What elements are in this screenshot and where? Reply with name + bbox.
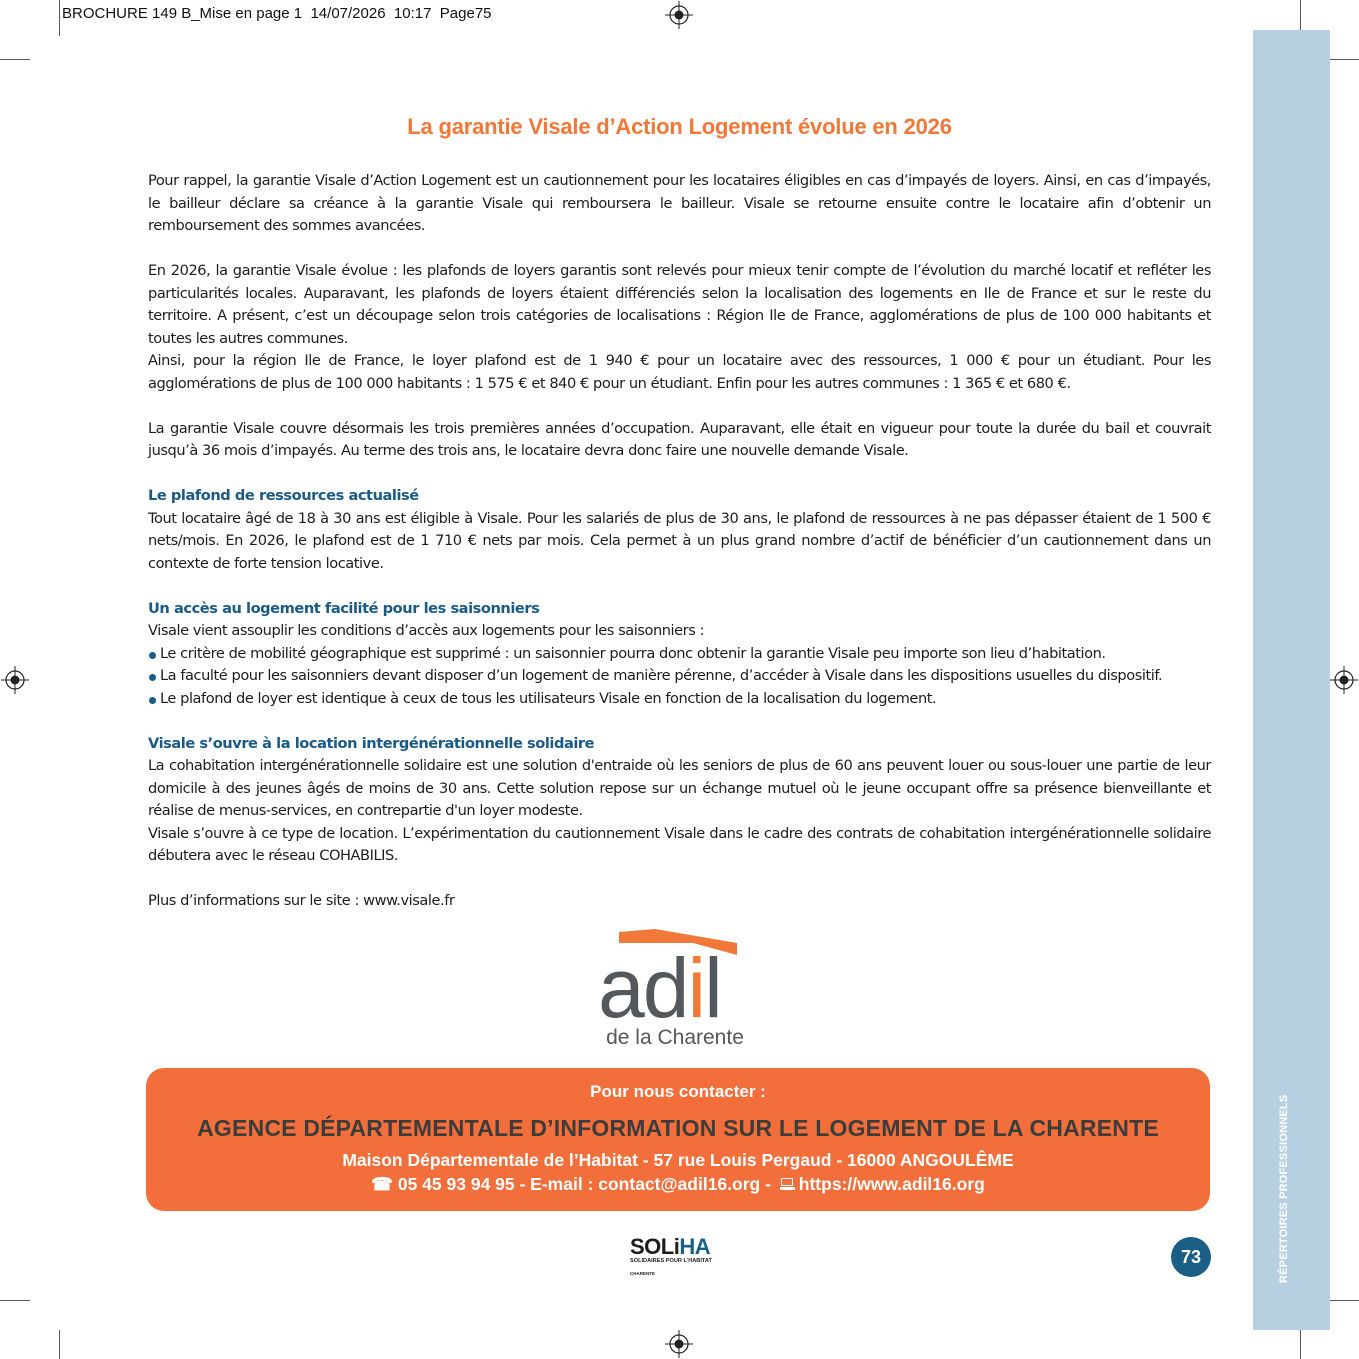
logo-word-i: i (687, 941, 705, 1035)
contact-box (146, 1068, 1210, 1211)
print-slug: BROCHURE 149 B_Mise en page 1 (62, 5, 303, 22)
paragraph-2026-changes: En 2026, la garantie Visale évolue : les plafonds de loyers garantis sont relevés pour mieux tenir compte de l’évolution du marché locatif et refléter les particularités locales. Auparavant, les plafonds de loyers étaient différenciés selon la localisation des logements en Ile de France et sur le reste du territoire. A présent, c’est un découpage selon trois catégories de localisations : Région Ile de France, agglomérations de plus de 100 000 habitants et toutes les autres communes. (148, 262, 1211, 347)
more-info-line: Plus d’informations sur le site : www.visale.fr (148, 892, 455, 909)
crop-mark-bottom-right-h (1330, 1300, 1359, 1301)
print-date: 14/07/2026 (310, 5, 386, 22)
print-slug-line (62, 5, 492, 22)
soliha-logo (628, 1232, 738, 1280)
crop-mark-top-right-h (1330, 59, 1359, 60)
soliha-tagline: SOLIDAIRES POUR L'HABITAT (630, 1258, 712, 1264)
logo-subtitle: de la Charente (606, 1026, 744, 1049)
page-number-badge: 73 (1171, 1237, 1211, 1277)
logo-word-ad: ad (598, 941, 688, 1035)
paragraph-rent-ceilings: Ainsi, pour la région Ile de France, le loyer plafond est de 1 940 € pour un locataire avec des ressources, 1 000 € pour un étudiant. Pour les agglomérations de plus de 100 000 habitants : 1 575 € et 840 € pour un étudiant. Enfin pour les autres communes : 1 365 € et 680 €. (148, 352, 1211, 392)
contact-address: Maison Départementale de l’Habitat - 57 rue Louis Pergaud - 16000 ANGOULÊME (342, 1150, 1014, 1170)
paragraph-intergenerational-2: Visale s’ouvre à ce type de location. L’expérimentation du cautionnement Visale dans le cadre des contrats de cohabitation intergénérationnelle solidaire débutera avec le réseau COHABILIS. (148, 824, 1211, 864)
crop-mark-bottom-right-v (1300, 1330, 1301, 1359)
logo-word (598, 941, 721, 1035)
crop-mark-top-left-v (59, 0, 60, 36)
contact-website-link[interactable]: https://www.adil16.org (798, 1174, 985, 1194)
article-body (148, 170, 1211, 913)
logo-word-l: l (704, 941, 721, 1035)
print-page: Page75 (439, 5, 492, 22)
soliha-region: CHARENTE (630, 1271, 656, 1276)
paragraph-resource-ceiling: Tout locataire âgé de 18 à 30 ans est éligible à Visale. Pour les salariés de plus de 30 ans, le plafond de ressources à ne pas dépasser étaient de 1 500 € nets/mois. En 2026, le plafond est de 1 710 € nets par mois. Cela permet à un plus grand nombre d’actif de bénéficier d’un cautionnement dans un contexte de forte tension locative. (148, 509, 1211, 572)
print-time: 10:17 (393, 5, 432, 22)
contact-title: Pour nous contacter : (590, 1082, 766, 1101)
heading-intergenerational: Visale s’ouvre à la location intergénérationnelle solidaire (148, 734, 595, 752)
paragraph-seasonal-intro: Visale vient assouplir les conditions d’accès aux logements pour les saisonniers : (148, 622, 705, 639)
registration-mark-top-icon (665, 1, 693, 29)
computer-icon (780, 1178, 795, 1191)
crop-mark-top-left-h (0, 59, 30, 60)
paragraph-coverage-duration: La garantie Visale couvre désormais les trois premières années d’occupation. Auparavant, elle était en vigueur pour toute la durée du bail et couvrait jusqu’à 36 mois d’impayés. Au terme des trois ans, le locataire devra donc faire une nouvelle demande Visale. (148, 419, 1211, 459)
paragraph-intergenerational-1: La cohabitation intergénérationnelle solidaire est une solution d'entraide où les seniors de plus de 60 ans peuvent louer ou sous-louer une partie de leur domicile à des jeunes âgés de moins de 30 ans. Cette solution repose sur un échange mutuel où le jeune occupant offre sa présence bienveillante et réalise de menus-services, en contrepartie d'un loyer modeste. (148, 757, 1211, 819)
soliha-name-part1: SOLi (630, 1234, 680, 1259)
contact-phone-line (146, 1174, 1210, 1195)
heading-resource-ceiling: Le plafond de ressources actualisé (148, 487, 419, 504)
registration-mark-left-icon (1, 666, 29, 694)
adil-logo (595, 925, 760, 1050)
article-title: La garantie Visale d’Action Logement évolue en 2026 (407, 114, 952, 139)
crop-mark-bottom-left-v (59, 1330, 60, 1359)
phone-icon: ☎ (371, 1174, 393, 1194)
bullet-item: Le plafond de loyer est identique à ceux de tous les utilisateurs Visale en fonction de la localisation du logement. (148, 688, 1211, 711)
contact-agency-name: AGENCE DÉPARTEMENTALE D’INFORMATION SUR LE LOGEMENT DE LA CHARENTE (197, 1115, 1159, 1141)
intro-paragraph: Pour rappel, la garantie Visale d’Action Logement est un cautionnement pour les locataires éligibles en cas d’impayés de loyers. Ainsi, en cas d’impayés, le bailleur déclare sa créance à la garantie Visale qui remboursera le bailleur. Visale se retourne ensuite contre le locataire afin d’obtenir un remboursement des sommes avancées. (148, 172, 1211, 234)
svg-text:SOLiHA (630, 1234, 711, 1259)
heading-seasonal-workers: Un accès au logement facilité pour les saisonniers (148, 599, 540, 617)
crop-mark-bottom-left-h (0, 1300, 30, 1301)
side-tab-label: RÉPERTOIRES PROFESSIONNELS (1278, 1094, 1290, 1283)
seasonal-bullet-list (148, 643, 1211, 711)
registration-mark-right-icon (1330, 666, 1358, 694)
registration-mark-bottom-icon (665, 1330, 693, 1358)
soliha-name-part2: HA (679, 1234, 711, 1259)
contact-phone-email[interactable]: 05 45 93 94 95 - E-mail : contact@adil16.org - (397, 1174, 776, 1194)
bullet-item: Le critère de mobilité géographique est supprimé : un saisonnier pourra donc obtenir la garantie Visale peu importe son lieu d’habitation. (148, 643, 1211, 666)
bullet-item: La faculté pour les saisonniers devant disposer d’un logement de manière pérenne, d’accéder à Visale dans les dispositions usuelles du dispositif. (148, 665, 1211, 688)
